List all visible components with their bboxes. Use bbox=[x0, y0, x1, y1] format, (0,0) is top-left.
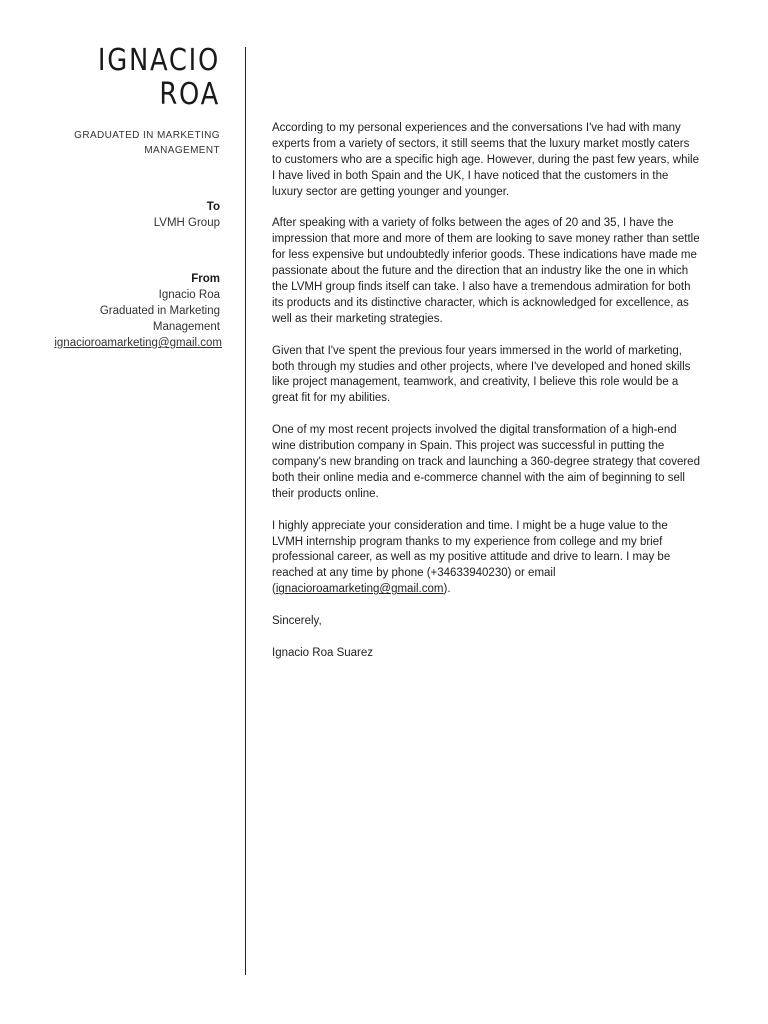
letter-paragraph: One of my most recent projects involved the digital transformation of a high-end wine distribution company in Spain. This project was successful in putting the company's new branding on track and launching a 360-degree strategy that covered both their online media and e-commerce channel with the aim of beginning to sell their products online. bbox=[272, 424, 700, 500]
recipient-block bbox=[40, 199, 220, 231]
paragraph-text: I highly appreciate your consideration and time. I might be a huge value to the LVMH internship program thanks to my experience from college and my brief professional career, as well as my positive attitude and drive to learn. I may be reached at any time by phone (+34633940230) or email ( bbox=[272, 519, 671, 596]
applicant-last-name: ROA bbox=[159, 77, 220, 112]
vertical-divider bbox=[245, 47, 246, 975]
sender-title: Management bbox=[152, 321, 220, 333]
sender-email-link[interactable]: ignacioroamarketing@gmail.com bbox=[54, 337, 222, 349]
sidebar bbox=[40, 44, 220, 351]
letter-signature: Ignacio Roa Suarez bbox=[272, 646, 374, 659]
applicant-subtitle bbox=[40, 128, 220, 158]
paragraph-text: ). bbox=[443, 583, 451, 596]
sender-name: Ignacio Roa bbox=[158, 289, 220, 301]
subtitle-line: GRADUATED IN MARKETING bbox=[74, 130, 220, 141]
sender-block bbox=[40, 271, 220, 351]
sender-title: Graduated in Marketing bbox=[99, 305, 220, 317]
letter-body bbox=[272, 121, 700, 678]
letter-paragraph: After speaking with a variety of folks between the ages of 20 and 35, I have the impression that more and more of them are looking to save money rather than settle for less expensive but undoubtedly inferior goods. These indications have made me passionate about the future and the direction that an industry like the one in which the LVMH group finds itself can take. I also have a tremendous admiration for both its products and its distinctive character, which is acknowledged for excellence, as well as their marketing strategies. bbox=[272, 217, 700, 325]
letter-closing: Sincerely, bbox=[272, 615, 322, 628]
from-heading: From bbox=[191, 273, 220, 285]
letter-paragraph bbox=[272, 519, 700, 599]
applicant-first-name: IGNACIO bbox=[97, 43, 220, 78]
subtitle-line: MANAGEMENT bbox=[144, 145, 220, 156]
letter-paragraph: According to my personal experiences and the conversations I've had with many experts from a variety of sectors, it still seems that the luxury market mostly caters to customers who are a specific high age. However, during the past few years, while I have lived in both Spain and the UK, I have noticed that the customers in the luxury sector are getting younger and younger. bbox=[272, 122, 699, 198]
applicant-name bbox=[65, 44, 220, 112]
letter-paragraph: Given that I've spent the previous four years immersed in the world of marketing, both through my studies and other projects, where I've developed and honed skills like project management, teamwork, and creativity, I believe this role would be a great fit for my abilities. bbox=[272, 344, 691, 405]
to-heading: To bbox=[206, 201, 220, 213]
recipient-name: LVMH Group bbox=[153, 217, 220, 229]
inline-email-link[interactable]: ignacioroamarketing@gmail.com bbox=[275, 583, 444, 596]
